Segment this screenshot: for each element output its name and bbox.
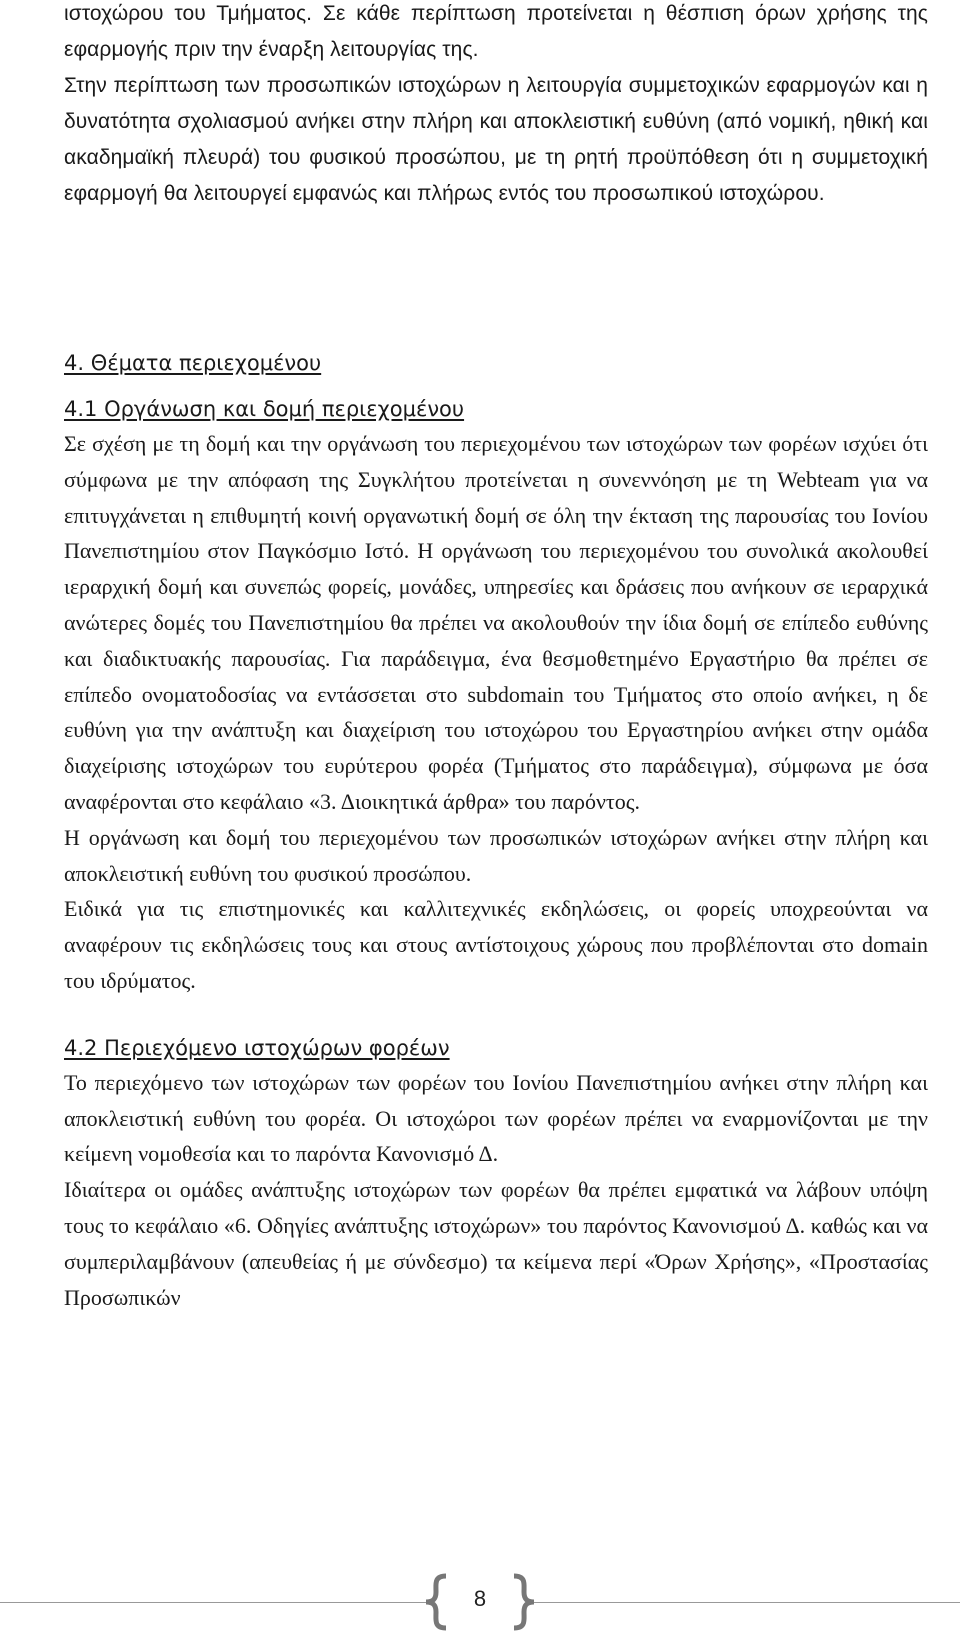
section-4-2-paragraph-2: Ιδιαίτερα οι ομάδες ανάπτυξης ιστοχώρων των φορέων θα πρέπει εμφατικά να λάβουν υπόψη τους το κεφάλαιο «6. Οδηγίες ανάπτυξης ιστοχώρων» του παρόντος Κανονισμού Δ. καθώς και να συμπεριλαμβάνουν (απευθείας ή με σύνδεσμο) τα κείμενα περί «Όρων Χρήσης», «Προστασίας Προσωπικών [64, 1177, 928, 1310]
section-4-2-paragraph-1: Το περιεχόμενο των ιστοχώρων των φορέων του Ιονίου Πανεπιστημίου ανήκει στην πλήρη και αποκλειστική ευθύνη του φορέα. Οι ιστοχώροι των φορέων πρέπει να εναρμονίζονται με την κείμενη νομοθεσία και το παρόντα Κανονισμό Δ. [64, 1069, 928, 1167]
document-page [64, 0, 928, 1315]
section-4-1-paragraph-3: Ειδικά για τις επιστημονικές και καλλιτεχνικές εκδηλώσεις, οι φορείς υποχρεούνται να αναφέρουν τις εκδηλώσεις τους και στους αντίστοιχους χώρους που προβλέπονται στο domain του ιδρύματος. [64, 896, 928, 993]
section-4-1-heading: 4.1 Οργάνωση και δομή περιεχομένου [64, 397, 465, 421]
section-4-1-paragraph-1: Σε σχέση με τη δομή και την οργάνωση του περιεχομένου των ιστοχώρων των φορέων ισχύει ότι σύμφωνα με την απόφαση της Συγκλήτου προτείνεται η συνεννόηση με τη Webteam για να επιτυγχάνεται η επιθυμητή κοινή οργανωτική δομή σε όλη την έκταση της παρουσίας του Ιονίου Πανεπιστημίου στον Παγκόσμιο Ιστό. Η οργάνωση του περιεχομένου του συνολικά ακολουθεί ιεραρχική δομή και συνεπώς φορείς, μονάδες, υπηρεσίες και δράσεις που ανήκουν σε ιεραρχικά ανώτερες δομές του Πανεπιστημίου θα πρέπει να ακολουθούν την ίδια δομή σε επίπεδο ευθύνης και διαδικτυακής παρουσίας. Για παράδειγμα, ένα θεσμοθετημένο Εργαστήριο θα πρέπει σε επίπεδο ονοματοδοσίας να εντάσσεται στο subdomain του Τμήματος στο οποίο ανήκει, η δε ευθύνη για την ανάπτυξη και διαχείριση του ιστοχώρου του Εργαστηρίου ανήκει στην ομάδα διαχείρισης ιστοχώρων του ευρύτερου φορέα (Τμήματος στο παράδειγμα), σύμφωνα με όσα αναφέρονται στο κεφάλαιο «3. Διοικητικά άρθρα» του παρόντος. [64, 431, 928, 814]
section-4-2-heading: 4.2 Περιεχόμενο ιστοχώρων φορέων [64, 1035, 450, 1060]
section-4-heading: 4. Θέματα περιεχομένου [64, 351, 322, 375]
section-4-1-paragraph-2: Η οργάνωση και δομή του περιεχομένου των προσωπικών ιστοχώρων ανήκει στην πλήρη και αποκλειστική ευθύνη του φυσικού προσώπου. [64, 824, 928, 886]
intro-paragraph-continued: ιστοχώρου του Τμήματος. Σε κάθε περίπτωση προτείνεται η θέσπιση όρων χρήσης της εφαρμογής πριν την έναρξη λειτουργίας της. [64, 2, 928, 61]
page-footer [0, 1570, 960, 1634]
page-number: 8 [473, 1586, 487, 1611]
intro-paragraph-personal-sites: Στην περίπτωση των προσωπικών ιστοχώρων η λειτουργία συμμετοχικών εφαρμογών και η δυνατότητα σχολιασμού ανήκει στην πλήρη και αποκλειστική ευθύνη (από νομική, ηθική και ακαδημαϊκή πλευρά) του φυσικού προσώπου, με τη ρητή προϋπόθεση ότι η συμμετοχική εφαρμογή θα λειτουργεί εμφανώς και πλήρως εντός του προσωπικού ιστοχώρου. [64, 74, 928, 205]
